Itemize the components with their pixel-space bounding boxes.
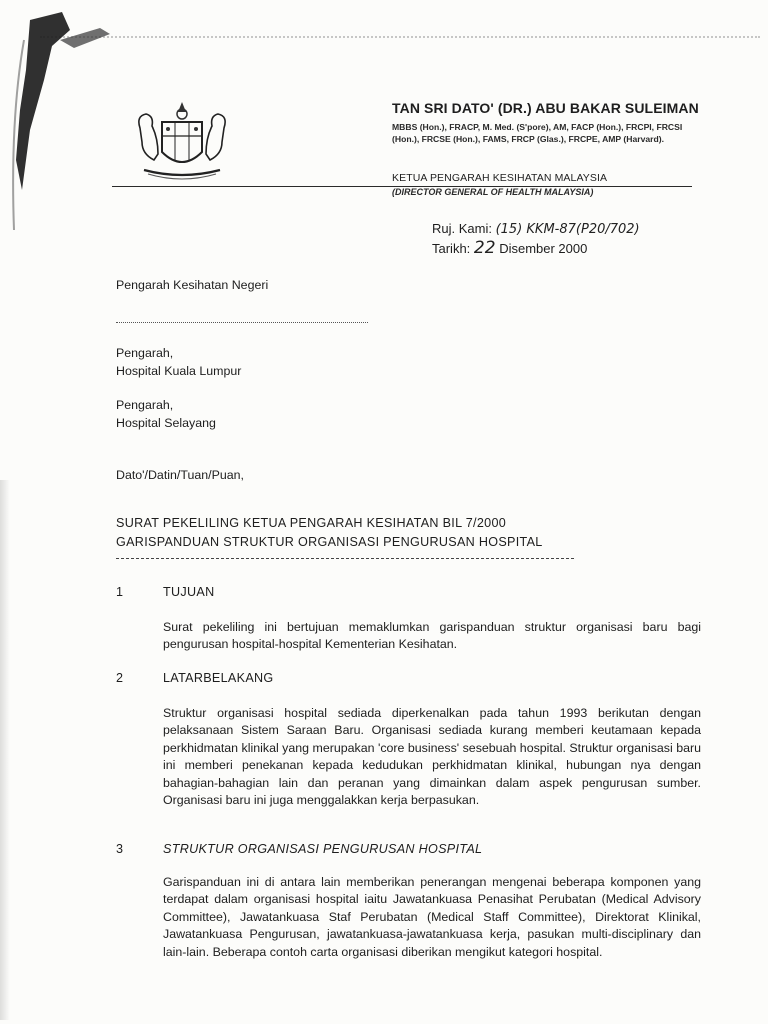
- scan-smudge-icon: [0, 0, 130, 240]
- section-2-heading: LATARBELAKANG: [163, 671, 274, 685]
- recipient-selayang: [116, 396, 216, 432]
- section-3-number: 3: [116, 842, 124, 856]
- recipient-title: Pengarah,: [116, 346, 174, 360]
- reference-line: [432, 220, 640, 239]
- ruj-label: Ruj. Kami:: [432, 221, 492, 236]
- reference-block: [432, 220, 640, 258]
- sender-qualifications: MBBS (Hon.), FRACP, M. Med. (S'pore), AM, FACP (Hon.), FRCPI, FRCSI (Hon.), FRCSE (Hon.), FAMS, FRCP (Glas.), FRCPE, AMP (Harvard).: [392, 122, 683, 144]
- section-3-heading: STRUKTUR ORGANISASI PENGURUSAN HOSPITAL: [163, 842, 483, 856]
- recipient-hospital-name: Hospital Kuala Lumpur: [116, 364, 242, 378]
- subject-underline: [116, 558, 574, 559]
- recipient-title: Pengarah,: [116, 398, 174, 412]
- scan-artifact-top: [40, 36, 760, 40]
- subject-block: [116, 514, 543, 552]
- malaysia-coat-of-arms-icon: [132, 98, 232, 186]
- address-dotted-line: [116, 322, 368, 323]
- letterhead-rule: [112, 186, 692, 187]
- scan-left-edge: [0, 480, 10, 1020]
- date-month-year: Disember 2000: [499, 241, 588, 256]
- ruj-value-handwritten: (15) KKM-87(P20/702): [495, 222, 640, 237]
- date-label: Tarikh:: [432, 241, 471, 256]
- section-1-text: Surat pekeliling ini bertujuan memaklumkan garispanduan struktur organisasi baru bagi pengurusan hospital-hospital Kementerian Kesihatan.: [163, 620, 701, 652]
- section-2-text: Struktur organisasi hospital sediada diperkenalkan pada tahun 1993 berikutan dengan pelaksanaan Sistem Saraan Baru. Organisasi sediada kurang memberi keutamaan kepada perkhidmatan klinikal yang merupakan 'core business' sesebuah hospital. Struktur organisasi baru ini memberi penekanan kepada kedudukan perkhidmatan klinikal, hubungan nya dengan bahagian-bahagian lain dan peranan yang dimainkan dalam aspek pengurusan sumber. Organisasi baru ini juga menggalakkan kerja berpasukan.: [163, 706, 701, 808]
- section-1-heading: TUJUAN: [163, 585, 215, 599]
- recipient-state-health-director: Pengarah Kesihatan Negeri: [116, 278, 269, 292]
- section-1-number: 1: [116, 585, 124, 599]
- sender-name: TAN SRI DATO' (DR.) ABU BAKAR SULEIMAN: [392, 100, 699, 116]
- section-3-text: Garispanduan ini di antara lain memberikan penerangan mengenai beberapa komponen yang terdapat dalam organisasi hospital iaitu Jawatankuasa Penasihat Perubatan (Medical Advisory Committee), Jawatankuasa Staf Perubatan (Medical Staff Committee), Direktorat Klinikal, Jawatankuasa Pengurusan, jawatankuasa-jawatankuasa kerja, pasukan multi-disciplinary dan lain-lain. Beberapa contoh carta organisasi diberikan mengikut kategori hospital.: [163, 875, 701, 959]
- salutation: Dato'/Datin/Tuan/Puan,: [116, 468, 244, 482]
- subject-line-1: SURAT PEKELILING KETUA PENGARAH KESIHATAN BIL 7/2000: [116, 516, 507, 530]
- date-day-handwritten: 22: [473, 238, 496, 258]
- sender-position: KETUA PENGARAH KESIHATAN MALAYSIA: [392, 172, 608, 184]
- subject-line-2: GARISPANDUAN STRUKTUR ORGANISASI PENGURUSAN HOSPITAL: [116, 535, 543, 549]
- recipient-hkl: [116, 344, 241, 380]
- date-line: [432, 239, 640, 258]
- sender-position-english: (DIRECTOR GENERAL OF HEALTH MALAYSIA): [392, 187, 594, 197]
- section-2-number: 2: [116, 671, 124, 685]
- recipient-hospital-name: Hospital Selayang: [116, 416, 216, 430]
